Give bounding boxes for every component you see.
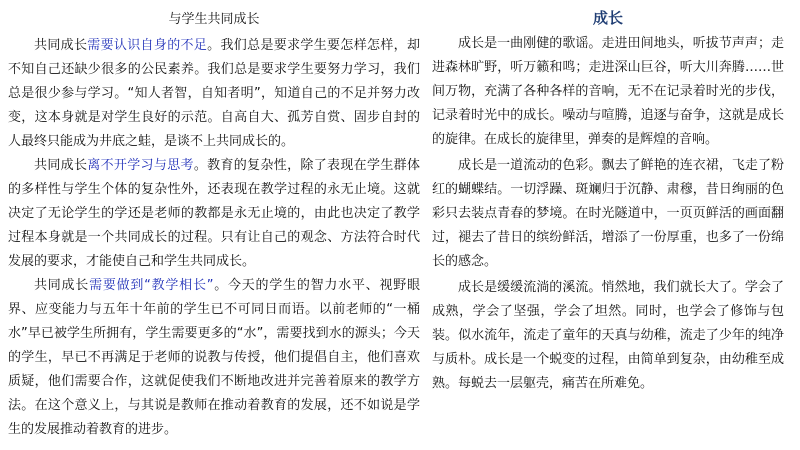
paragraph-prefix: 共同成长: [34, 158, 88, 173]
paragraph-body: 。我们总是要求学生要怎样怎样，却不知自己还缺少很多的公民素养。我们总是要求学生要努力学习，我们总是很少参与学习。“知人者智，自知者明”，知道自己的不足并努力改变，这本身就是对学生良好的示范。自高自大、孤芳自赏、固步自封的人最终只能成为井底之蛙，是谈不上共同成长的。: [8, 38, 420, 149]
right-title: 成长: [592, 9, 623, 27]
left-paragraph-2: [8, 154, 420, 274]
right-column: [432, 6, 784, 446]
left-paragraph-3: [8, 274, 420, 442]
highlight-text: 需要认识自身的不足: [87, 38, 208, 53]
paragraph-prefix: 共同成长: [34, 38, 88, 53]
left-paragraph-1: [8, 34, 420, 154]
left-column: [8, 8, 420, 446]
right-paragraph-2: 成长是一道流动的色彩。飘去了鲜艳的连衣裙，飞走了粉红的蝴蝶结。一切浮躁、斑斓归于沉静、肃穆，昔日绚丽的色彩只去装点青春的梦境。在时光隧道中，一页页鲜活的画面翻过，褪去了昔日的缤纷鲜活，增添了一份厚重，也多了一份绵长的感念。: [432, 158, 784, 269]
paragraph-body: 。今天的学生的智力水平、视野眼界、应变能力与五年十年前的学生已不可同日而语。以前老师的“一桶水”早已被学生所拥有，学生需要更多的“水”，需要找到水的源头；今天的学生，早已不再满足于老师的说教与传授，他们提倡自主，他们喜欢质疑，他们需要合作，这就促使我们不断地改进并完善着原来的教学方法。在这个意义上，与其说是教师在推动着教育的发展，还不如说是学生的发展推动着教育的进步。: [8, 278, 420, 437]
paragraph-body: 。教育的复杂性，除了表现在学生群体的多样性与学生个体的复杂性外，还表现在教学过程的永无止境。这就决定了无论学生的学还是老师的教都是永无止境的，由此也决定了教学过程本身就是一个共同成长的过程。只有让自己的观念、方法符合时代发展的要求，才能使自己和学生共同成长。: [8, 158, 420, 269]
highlight-text: 需要做到“教学相长”: [89, 278, 214, 293]
paragraph-prefix: 共同成长: [34, 278, 90, 293]
right-paragraph-1: 成长是一曲刚健的歌谣。走进田间地头，听拔节声声；走进森林旷野，听万籁和鸣；走进深山巨谷，听大川奔腾……世间万物，充满了各种各样的音响，无不在记录着时光的步伐，记录着时光中的成长。噪动与喧腾，追逐与奋争，这就是成长的旋律。在成长的旋律里，弹奏的是辉煌的音响。: [432, 36, 784, 147]
left-title: 与学生共同成长: [168, 12, 260, 27]
right-paragraph-3: 成长是缓缓流淌的溪流。悄然地，我们就长大了。学会了成熟，学会了坚强，学会了坦然。同时，也学会了修饰与包装。似水流年，流走了童年的天真与幼稚，流走了少年的纯净与质朴。成长是一个蜕变的过程，由简单到复杂，由幼稚至成熟。每蜕去一层躯壳，痛苦在所难免。: [432, 280, 784, 391]
highlight-text: 离不开学习与思考: [87, 158, 194, 173]
